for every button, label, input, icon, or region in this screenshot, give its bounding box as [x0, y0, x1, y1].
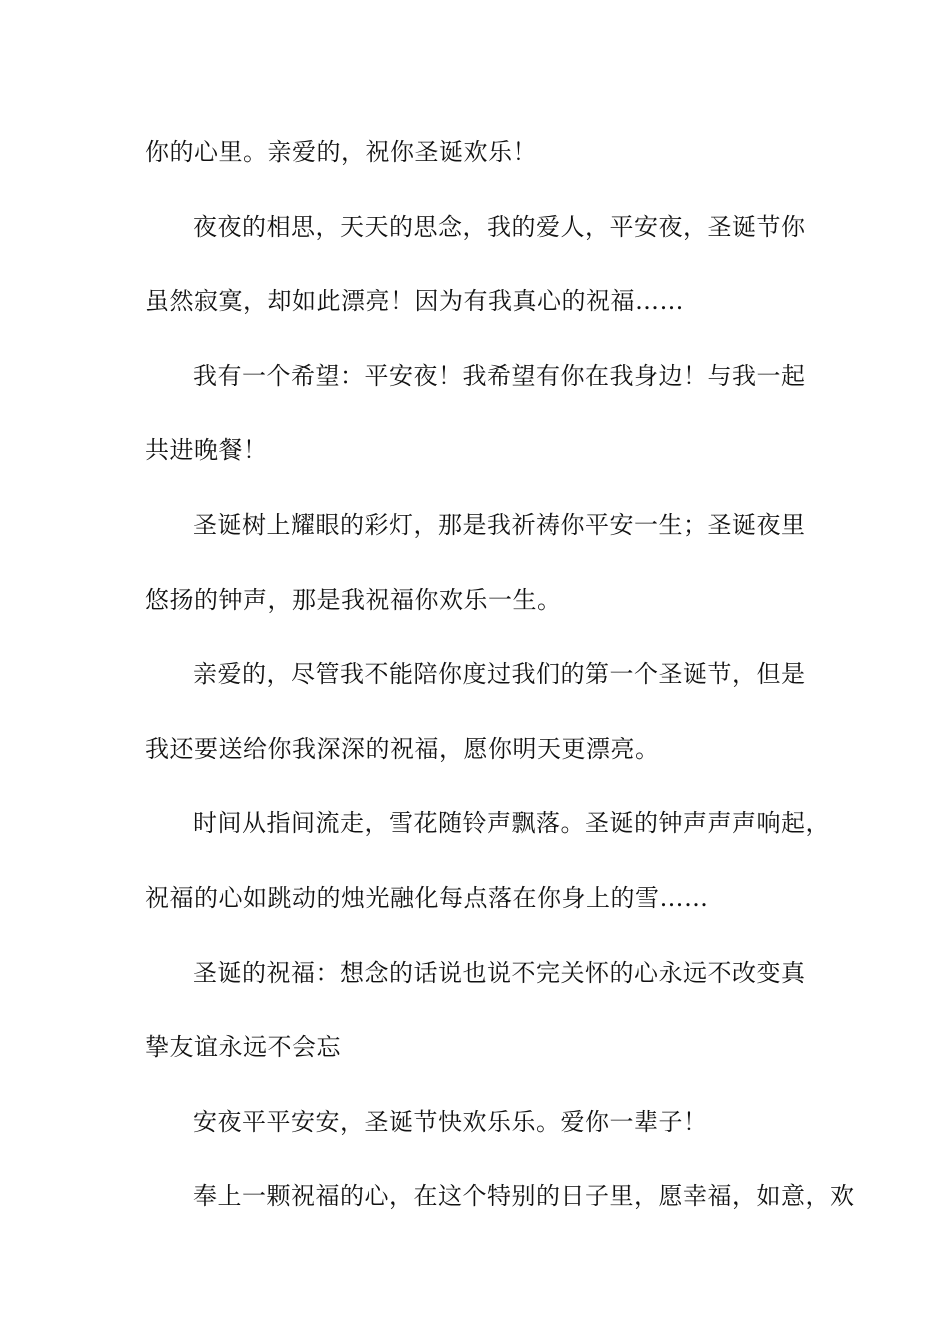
text-line: 安夜平平安安，圣诞节快欢乐乐。爱你一辈子！: [193, 1107, 708, 1136]
text-line: 夜夜的相思，天天的思念，我的爱人，平安夜，圣诞节你: [193, 212, 806, 241]
text-line: 时间从指间流走，雪花随铃声飘落。圣诞的钟声声声响起，: [193, 809, 830, 838]
text-line: 你的心里。亲爱的，祝你圣诞欢乐！: [145, 138, 537, 166]
text-line: 共进晚餐！: [145, 436, 268, 465]
text-line: 挚友谊永远不会忘: [145, 1033, 341, 1062]
text-line: 奉上一颗祝福的心，在这个特别的日子里，愿幸福，如意，欢: [193, 1182, 855, 1211]
text-line: 亲爱的，尽管我不能陪你度过我们的第一个圣诞节，但是: [193, 660, 806, 689]
text-line: 我还要送给你我深深的祝福，愿你明天更漂亮。: [145, 734, 660, 763]
text-line: 我有一个希望：平安夜！我希望有你在我身边！与我一起: [193, 361, 806, 390]
text-line: 祝福的心如跳动的烛光融化每点落在你身上的雪……: [145, 883, 709, 912]
text-line: 虽然寂寞，却如此漂亮！因为有我真心的祝福……: [145, 287, 684, 316]
text-line: 圣诞的祝福：想念的话说也说不完关怀的心永远不改变真: [193, 958, 806, 987]
body-text: [145, 128, 855, 1247]
text-line: 圣诞树上耀眼的彩灯，那是我祈祷你平安一生；圣诞夜里: [193, 510, 806, 539]
text-line: 悠扬的钟声，那是我祝福你欢乐一生。: [145, 585, 562, 614]
